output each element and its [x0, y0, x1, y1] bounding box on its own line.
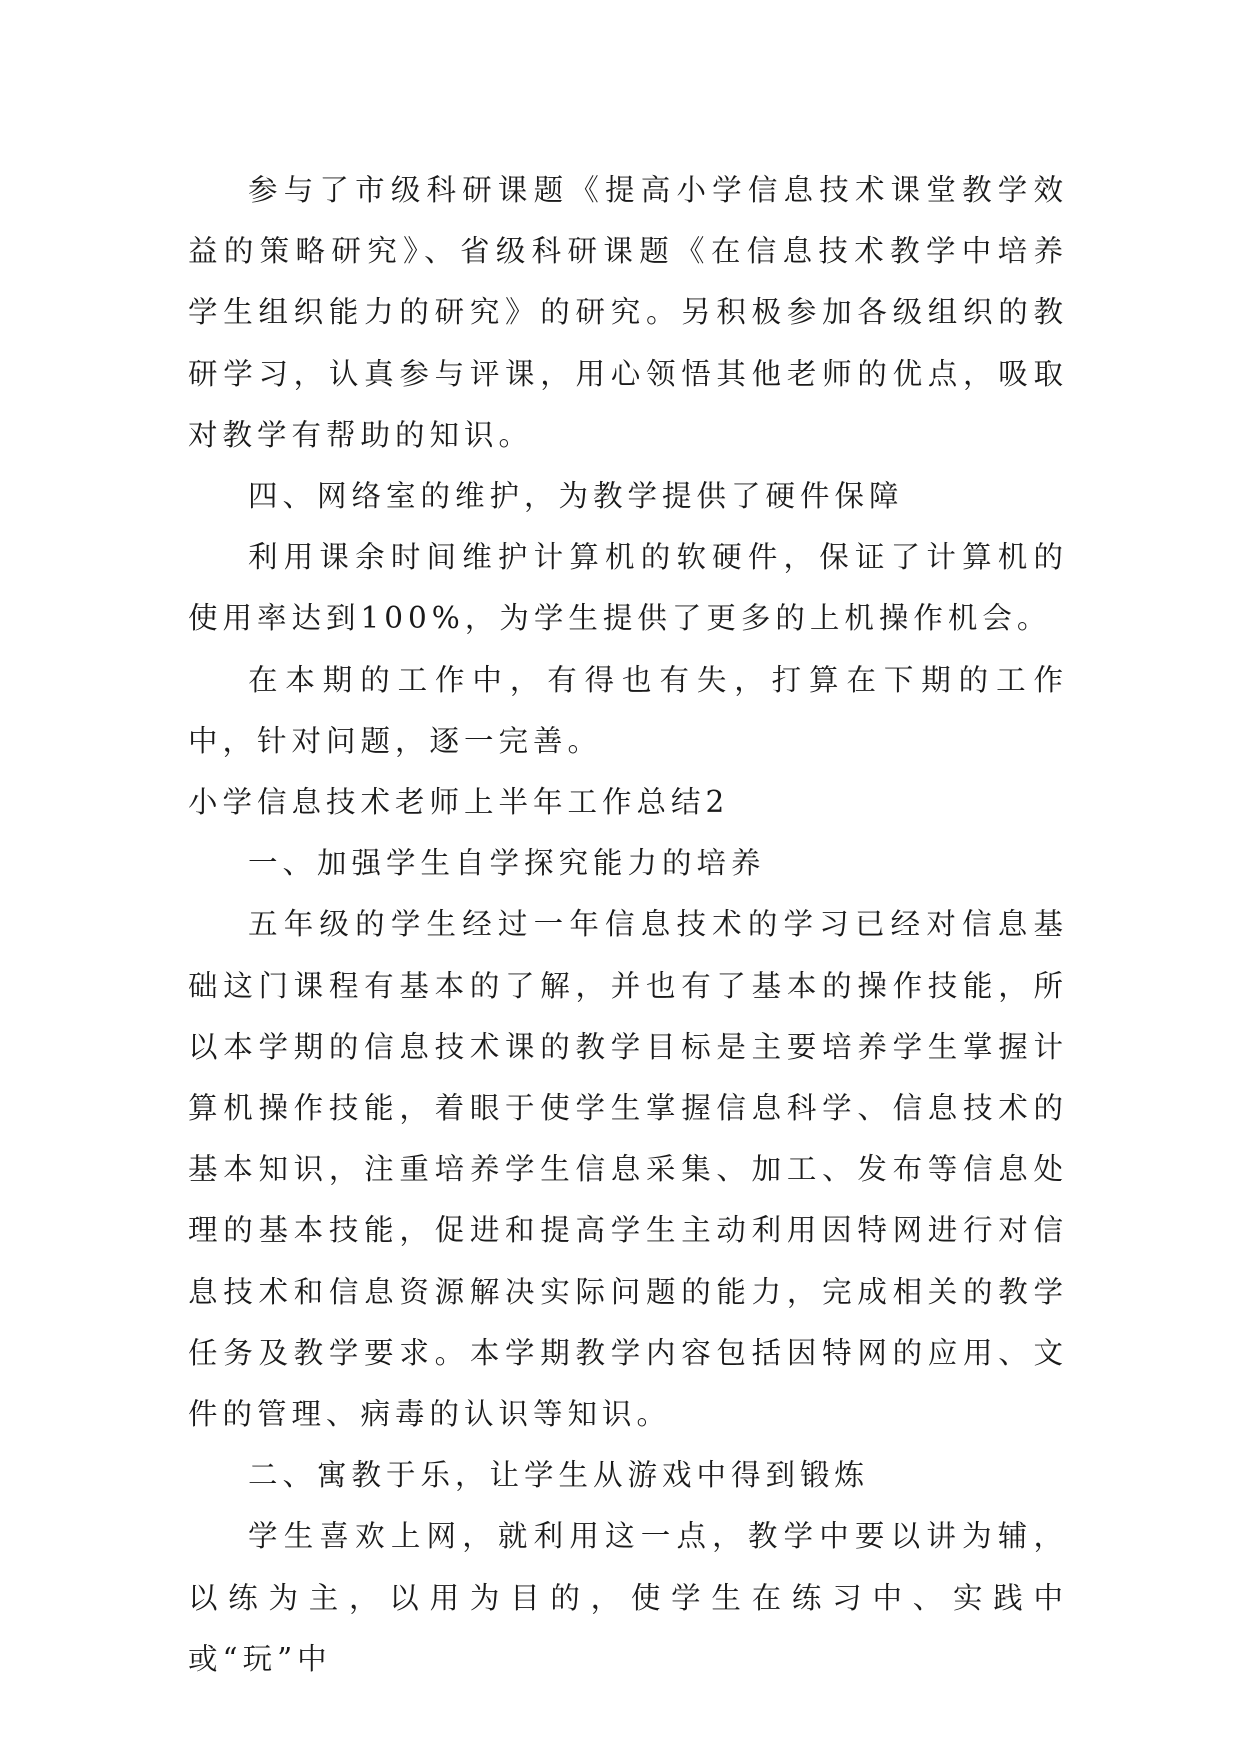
- paragraph-grade-five: 五年级的学生经过一年信息技术的学习已经对信息基础这门课程有基本的了解，并也有了基本的操作技能，所以本学期的信息技术课的教学目标是主要培养学生掌握计算机操作技能，着眼于使学生掌握信息科学、信息技术的基本知识，注重培养学生信息采集、加工、发布等信息处理的基本技能，促进和提高学生主动利用因特网进行对信息技术和信息资源解决实际问题的能力，完成相关的教学任务及教学要求。本学期教学内容包括因特网的应用、文件的管理、病毒的认识等知识。: [188, 907, 1068, 1432]
- document-body: [188, 160, 1068, 1690]
- paragraph-maintenance: 利用课余时间维护计算机的软硬件，保证了计算机的使用率达到100%，为学生提供了更多的上机操作机会。: [188, 540, 1068, 636]
- paragraph-research: 参与了市级科研课题《提高小学信息技术课堂教学效益的策略研究》、省级科研课题《在信息技术教学中培养学生组织能力的研究》的研究。另积极参加各级组织的教研学习，认真参与评课，用心领悟其他老师的优点，吸取对教学有帮助的知识。: [188, 173, 1068, 452]
- heading-section-1: 一、加强学生自学探究能力的培养: [248, 846, 766, 881]
- heading-section-2: 二、寓教于乐，让学生从游戏中得到锻炼: [248, 1458, 870, 1493]
- document-title-2: 小学信息技术老师上半年工作总结2: [188, 785, 730, 820]
- paragraph-internet: 学生喜欢上网，就利用这一点，教学中要以讲为辅，以练为主，以用为目的，使学生在练习中、实践中或“玩”中: [188, 1519, 1068, 1676]
- paragraph-conclusion: 在本期的工作中，有得也有失，打算在下期的工作中，针对问题，逐一完善。: [188, 662, 1068, 758]
- heading-section-4: 四、网络室的维护，为教学提供了硬件保障: [248, 479, 904, 514]
